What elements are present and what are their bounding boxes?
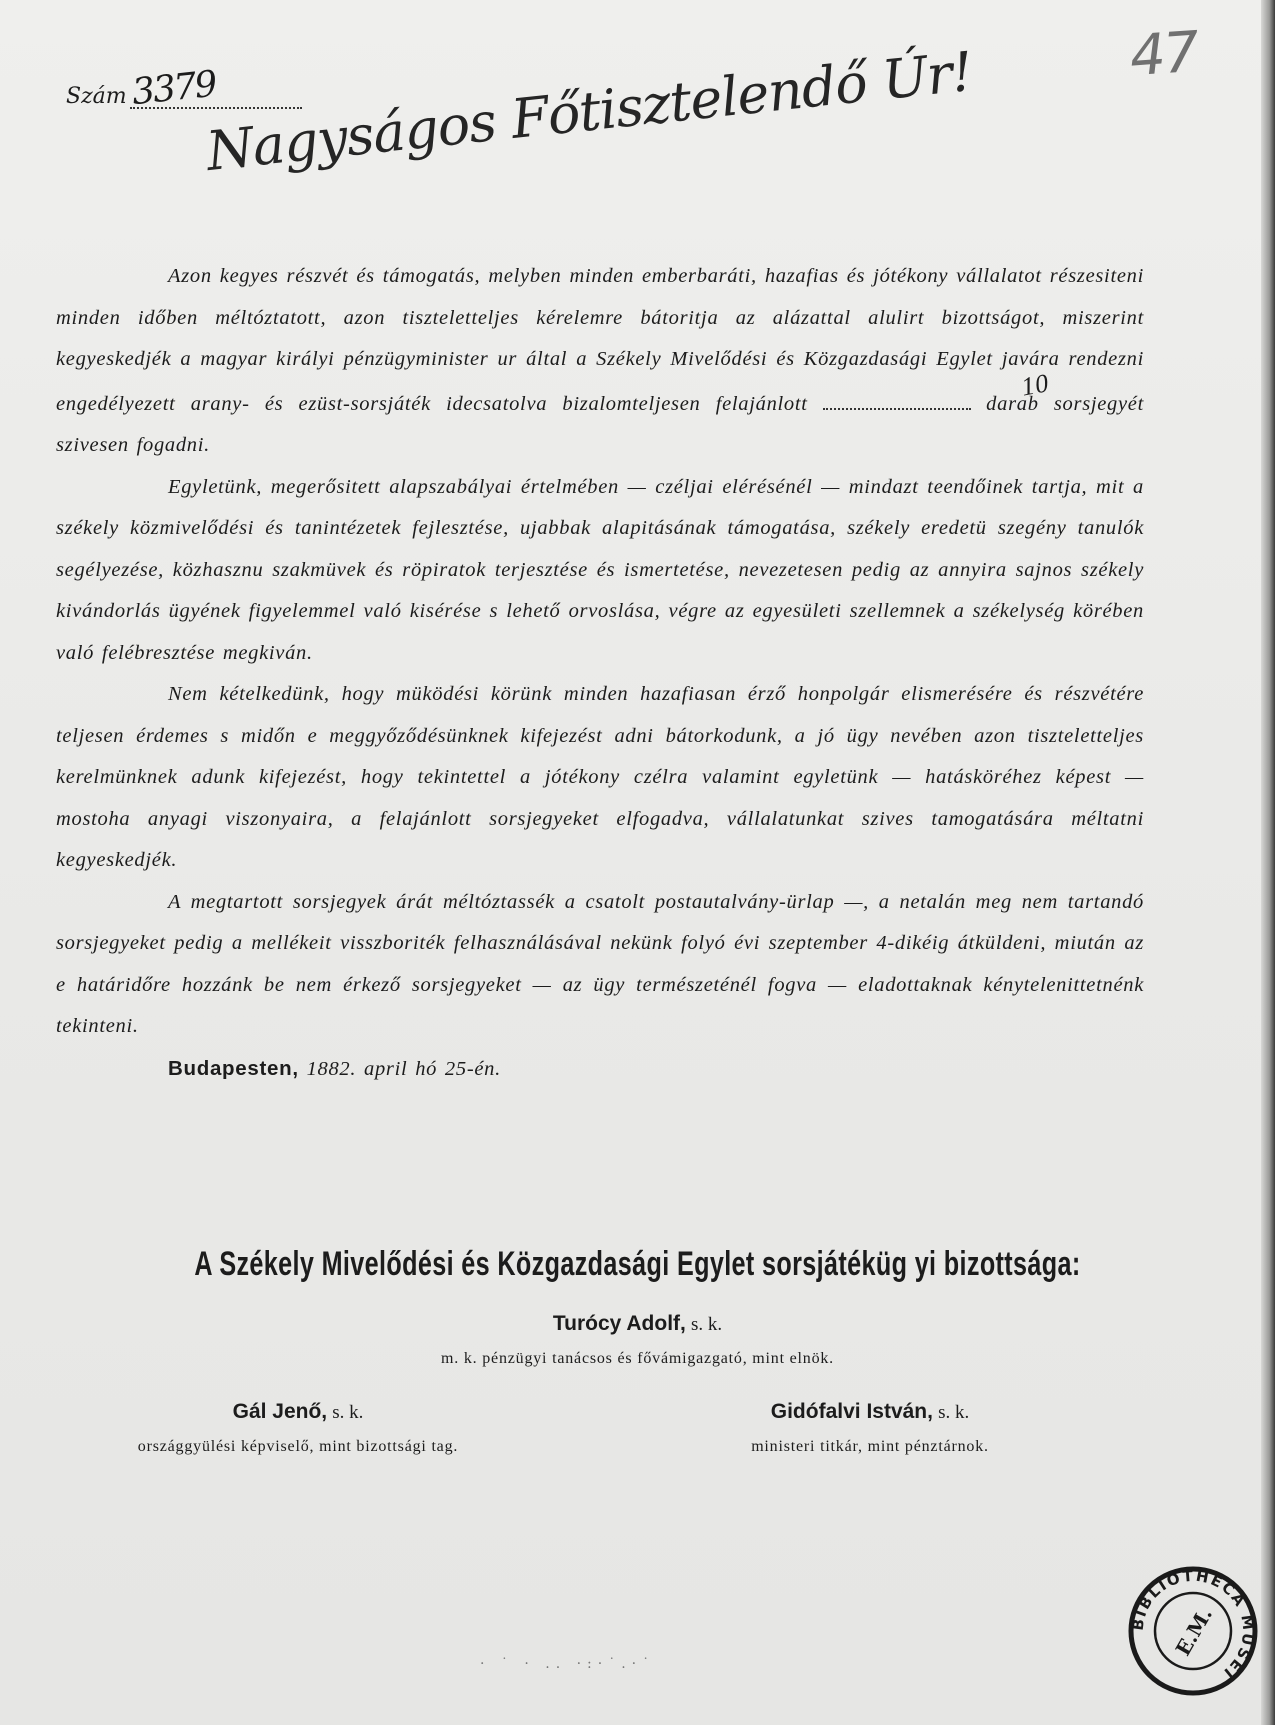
scan-edge (1261, 0, 1275, 1725)
signature-member (78, 1400, 518, 1456)
member-title: országgyülési képviselő, mint bizottsági tag. (137, 1438, 459, 1455)
treasurer-name: Gidófalvi István, (770, 1400, 933, 1423)
stamp-ring-text: BIBLIOTHECA MUSEI (1128, 1566, 1258, 1684)
scan-specks: · ˙ · .. ·:·˙.·˙ (480, 1656, 656, 1672)
ticket-count: 10 (1019, 367, 1052, 402)
signature-chair (0, 1312, 1275, 1368)
paragraph-1 (56, 256, 1144, 467)
folio-number: 47 (1127, 19, 1200, 90)
paragraph-1-end: darab sorsjegyét szivesen fogadni. (56, 392, 1145, 456)
signature-treasurer (660, 1400, 1080, 1456)
reference-number: 3379 (130, 63, 218, 114)
member-name: Gál Jenő, (232, 1400, 328, 1423)
letter-body (56, 256, 1144, 1090)
reference-label: Szám (66, 84, 127, 109)
committee-heading: A Székely Mivelődési és Közgazdasági Egylet sorsjátéküg yi bizottsága: (194, 1245, 1081, 1283)
paragraph-4: A megtartott sorsjegyek árát méltóztassék a csatolt postautalvány-ürlap —, a netalán meg nem tartandó sorsjegyeket pedig a mellékeit visszboriték felhasználásával nekünk folyó évi szeptember 4-dikéig átküldeni, miután az e határidőre hozzánk be nem érkező sorsjegyeket — az ügy természeténél fogva — eladottaknak kénytelenittetnénk tekinteni. (56, 890, 1144, 1037)
library-stamp-icon (1125, 1563, 1261, 1699)
dateline-place: Budapesten, (168, 1056, 299, 1080)
paragraph-2: Egyletünk, megerősitett alapszabályai értelmében — czéljai elérésénél — mindazt teendőinek tartja, mit a székely közmivelődési és tanintézetek fejlesztése, ujabbak alapitásának támogatása, székely eredetü szegény tanulók segélyezése, közhasznu szakmüvek és röpiratok terjesztése és ismertetése, nevezetesen pedig az annyira sajnos székely kivándorlás ügyének figyelemmel való kisérése s lehető orvoslása, végre az egyesületi szellemnek a székelység körében való felébresztése megkiván. (56, 475, 1144, 664)
treasurer-sk: s. k. (938, 1402, 970, 1423)
chair-name: Turócy Adolf, (552, 1312, 686, 1335)
paragraph-3: Nem kételkedünk, hogy müködési körünk minden hazafiasan érző honpolgár elismerésére és részvétére teljesen érdemes s midőn e meggyőződésünknek kifejezést adni bátorkodunk, a jó ügy nevében azon tiszteletteljes kerelmünknek adunk kifejezést, hogy tekintettel a jótékony czélra valamint egyletünk — hatásköréhez képest — mostoha anyagi viszonyaira, a felajánlott sorsjegyeket elfogadva, vállalatunkat szives tamogatására méltatni kegyeskedjék. (56, 683, 1144, 871)
member-sk: s. k. (332, 1402, 364, 1423)
dateline-date: 1882. april hó 25-én. (306, 1057, 501, 1080)
chair-sk: s. k. (690, 1314, 723, 1335)
handwritten-salutation: Nagyságos Főtisztelendő Úr! (203, 39, 976, 183)
dateline (56, 1048, 1144, 1091)
chair-title: m. k. pénzügyi tanácsos és fővámigazgató, mint elnök. (441, 1350, 834, 1367)
treasurer-title: ministeri titkár, mint pénztárnok. (751, 1438, 989, 1455)
stamp-center-text: E.M. (1170, 1603, 1218, 1660)
paragraph-1-text: Azon kegyes részvét és támogatás, melyben minden emberbaráti, hazafias és jótékony vállalatot részesiteni minden időben méltóztatott, azon tiszteletteljes kérelemre bátoritja az alázattal alulirt bizottságot, miszerint kegyeskedjék a magyar királyi pénzügyminister ur által a Székely Mivelődési és Közgazdasági Egylet javára rendezni engedélyezett arany- és ezüst-sorsjáték idecsatolva bizalomteljesen felajánlott (56, 265, 1144, 415)
